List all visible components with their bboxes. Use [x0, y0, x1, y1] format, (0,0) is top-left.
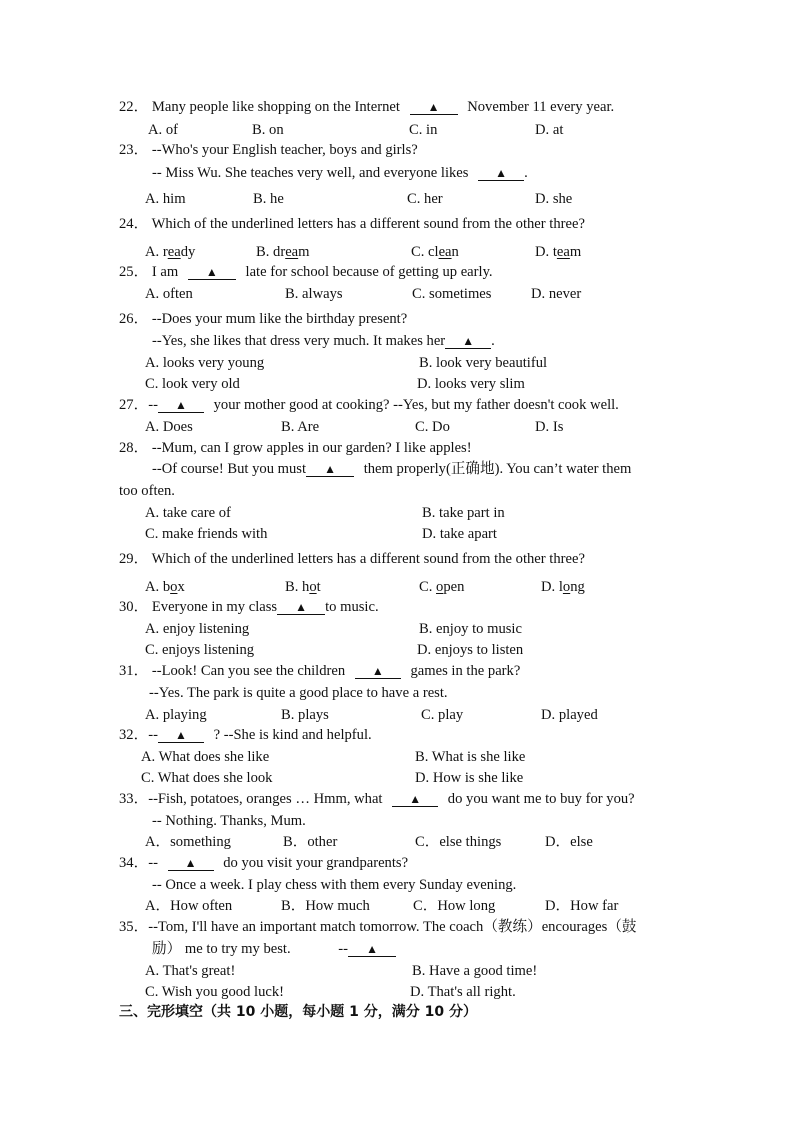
option-a[interactable]: A. enjoy listening — [145, 621, 250, 637]
option-d[interactable]: D. How is she like — [415, 770, 524, 786]
underlined-letters: o — [436, 579, 444, 595]
question-24 — [119, 217, 585, 232]
dialogue-dash: -- — [148, 727, 158, 743]
option-a[interactable]: A．something — [145, 834, 231, 850]
word-part: t — [552, 244, 557, 260]
option-c[interactable]: C. play — [421, 707, 464, 723]
question-text: --Yes, she likes that dress very much. It makes her — [152, 333, 446, 349]
word-part: x — [177, 579, 185, 595]
option-d[interactable]: D. she — [535, 191, 573, 207]
underlined-letters: o — [170, 579, 178, 595]
underlined-letters: ea — [167, 244, 181, 260]
question-23-line2 — [152, 166, 528, 181]
question-33 — [119, 792, 635, 807]
question-25 — [119, 265, 493, 280]
word-part: m — [569, 244, 582, 260]
option-letter: A. — [145, 244, 163, 260]
question-text: --Fish, potatoes, oranges … Hmm, what — [148, 791, 383, 807]
question-number: 31． — [119, 663, 149, 679]
question-30 — [119, 600, 379, 615]
question-text: November 11 every year. — [467, 99, 615, 115]
period: . — [491, 333, 495, 349]
answer-blank[interactable]: ▲ — [445, 335, 491, 349]
option-c[interactable]: C. enjoys listening — [145, 642, 255, 658]
question-31 — [119, 664, 520, 679]
dialogue-dash: -- — [148, 397, 158, 413]
question-text: do you want me to buy for you? — [447, 791, 635, 807]
option-b[interactable]: B. Are — [281, 419, 320, 435]
question-32 — [119, 728, 372, 743]
word-part: h — [302, 579, 310, 595]
dialogue-dash: -- — [148, 855, 158, 871]
answer-blank[interactable]: ▲ — [306, 463, 354, 477]
option-a[interactable]: A. looks very young — [145, 355, 265, 371]
option-a[interactable]: A. Does — [145, 419, 193, 435]
question-34 — [119, 856, 408, 871]
option-d[interactable]: D. enjoys to listen — [417, 642, 524, 658]
option-a[interactable]: A. What does she like — [141, 749, 270, 765]
option-b[interactable]: B. on — [252, 122, 284, 138]
question-26 — [119, 312, 407, 327]
question-number: 22． — [119, 99, 149, 115]
question-text: do you visit your grandparents? — [223, 855, 409, 871]
question-text: --Tom, I'll have an important match tomorrow. The coach（教练）encourages（鼓 — [148, 919, 637, 935]
section-title: 三、完形填空（共 10 小题，每小题 1 分，满分 10 分） — [119, 1004, 477, 1020]
underlined-letters: o — [562, 579, 571, 595]
option-c[interactable]: C. in — [409, 122, 438, 138]
word-part: ng — [570, 579, 585, 595]
question-number: 32． — [119, 727, 149, 743]
option-d[interactable]: D. looks very slim — [417, 376, 525, 392]
option-c[interactable]: C. Do — [415, 419, 450, 435]
question-number: 35． — [119, 919, 149, 935]
question-28-line3: too often. — [119, 483, 175, 499]
word-part: t — [316, 579, 321, 595]
dialogue-dash: -- — [338, 941, 349, 957]
question-text: --Mum, can I grow apples in our garden? I like apples! — [151, 440, 472, 456]
option-d[interactable]: D. played — [541, 707, 598, 723]
option-letter: B. — [256, 244, 274, 260]
option-a[interactable]: A．How often — [145, 898, 233, 914]
option-c[interactable] — [419, 580, 464, 595]
answer-blank[interactable]: ▲ — [158, 399, 204, 413]
word-part: n — [451, 244, 459, 260]
word-part: m — [298, 244, 310, 260]
period: . — [524, 165, 528, 181]
option-a[interactable]: A. That's great! — [145, 963, 236, 979]
option-b[interactable] — [285, 580, 321, 595]
answer-blank[interactable]: ▲ — [478, 167, 524, 181]
option-letter: C. — [411, 244, 429, 260]
option-d[interactable]: D. That's all right. — [410, 984, 516, 1000]
option-a[interactable] — [145, 245, 195, 260]
question-number: 26． — [119, 311, 149, 327]
answer-blank[interactable]: ▲ — [158, 729, 204, 743]
question-text: Everyone in my class — [151, 599, 278, 615]
option-b[interactable]: B．other — [283, 834, 338, 850]
question-26-line2 — [152, 334, 495, 349]
question-33-line2: -- Nothing. Thanks, Mum. — [152, 813, 306, 829]
option-d[interactable]: D．How far — [545, 898, 619, 914]
word-part: r — [162, 244, 168, 260]
question-number: 23． — [119, 142, 149, 158]
question-text: Many people like shopping on the Internet — [151, 99, 400, 115]
question-text: I am — [151, 264, 179, 280]
word-part: pen — [443, 579, 465, 595]
option-d[interactable]: D. never — [531, 286, 582, 302]
question-text: ? --She is kind and helpful. — [213, 727, 372, 743]
underlined-letters: ea — [285, 244, 299, 260]
word-part: l — [558, 579, 563, 595]
question-text: late for school because of getting up early. — [245, 264, 493, 280]
option-d[interactable]: D. take apart — [422, 526, 497, 542]
word-part: b — [162, 579, 171, 595]
option-b[interactable]: B. always — [285, 286, 343, 302]
question-28 — [119, 441, 472, 456]
question-35 — [119, 920, 637, 935]
option-b[interactable]: B. What is she like — [415, 749, 526, 765]
option-b[interactable]: B. enjoy to music — [419, 621, 522, 637]
option-b[interactable] — [256, 245, 310, 260]
option-c[interactable]: C. her — [407, 191, 443, 207]
question-number: 34． — [119, 855, 149, 871]
question-text: to music. — [325, 599, 379, 615]
question-text: Which of the underlined letters has a different sound from the other three? — [151, 216, 585, 232]
option-letter: D. — [541, 579, 559, 595]
question-number: 25． — [119, 264, 149, 280]
answer-blank[interactable]: ▲ — [188, 266, 236, 280]
option-b[interactable]: B. take part in — [422, 505, 505, 521]
option-a[interactable]: A. of — [148, 122, 178, 138]
option-a[interactable]: A. playing — [145, 707, 207, 723]
question-text: 励） me to try my best. — [152, 941, 291, 957]
option-d[interactable]: D．else — [545, 834, 593, 850]
option-c[interactable]: C. look very old — [145, 376, 240, 392]
answer-blank[interactable]: ▲ — [277, 601, 325, 615]
answer-blank[interactable]: ▲ — [168, 857, 214, 871]
question-27 — [119, 398, 619, 413]
question-31-line2: --Yes. The park is quite a good place to have a rest. — [149, 685, 448, 701]
option-d[interactable] — [535, 245, 581, 260]
question-28-line2 — [152, 462, 631, 477]
question-text: your mother good at cooking? --Yes, but my father doesn't cook well. — [213, 397, 619, 413]
question-text: --Does your mum like the birthday present? — [151, 311, 408, 327]
option-d[interactable]: D. at — [535, 122, 564, 138]
question-text: Which of the underlined letters has a different sound from the other three? — [151, 551, 585, 567]
answer-blank[interactable]: ▲ — [392, 793, 438, 807]
option-d[interactable]: D. Is — [535, 419, 564, 435]
word-part: dr — [273, 244, 286, 260]
underlined-letters: o — [309, 579, 317, 595]
answer-blank[interactable]: ▲ — [410, 101, 458, 115]
option-letter: B. — [285, 579, 303, 595]
option-c[interactable]: C．else things — [415, 834, 502, 850]
question-text: --Who's your English teacher, boys and girls? — [151, 142, 418, 158]
option-c[interactable]: C. make friends with — [145, 526, 268, 542]
question-number: 33． — [119, 791, 149, 807]
word-part: dy — [180, 244, 196, 260]
word-part: cl — [428, 244, 439, 260]
underlined-letters: ea — [438, 244, 452, 260]
option-d[interactable] — [541, 580, 585, 595]
option-a[interactable]: A. often — [145, 286, 193, 302]
option-b[interactable]: B. plays — [281, 707, 329, 723]
question-number: 28． — [119, 440, 149, 456]
question-text: them properly(正确地). You can’t water them — [363, 461, 632, 477]
option-a[interactable] — [145, 580, 185, 595]
question-text: --Of course! But you must — [152, 461, 307, 477]
option-b[interactable]: B. look very beautiful — [419, 355, 548, 371]
option-a[interactable]: A. take care of — [145, 505, 231, 521]
option-c[interactable]: C. Wish you good luck! — [145, 984, 284, 1000]
answer-blank[interactable]: ▲ — [348, 943, 396, 957]
question-number: 27． — [119, 397, 149, 413]
option-b[interactable]: B. Have a good time! — [412, 963, 538, 979]
question-text: games in the park? — [410, 663, 521, 679]
question-number: 30． — [119, 599, 149, 615]
question-number: 29． — [119, 551, 149, 567]
question-text: -- Miss Wu. She teaches very well, and everyone likes — [152, 165, 469, 181]
option-c[interactable]: C. What does she look — [141, 770, 273, 786]
option-c[interactable] — [411, 245, 459, 260]
option-letter: A. — [145, 579, 163, 595]
question-29 — [119, 552, 585, 567]
question-22 — [119, 100, 614, 115]
question-34-line2: -- Once a week. I play chess with them every Sunday evening. — [152, 877, 517, 893]
underlined-letters: ea — [556, 244, 570, 260]
question-35-line2 — [152, 942, 396, 957]
option-c[interactable]: C. sometimes — [412, 286, 492, 302]
option-b[interactable]: B. he — [253, 191, 284, 207]
question-text: --Look! Can you see the children — [151, 663, 346, 679]
question-23 — [119, 143, 418, 158]
option-b[interactable]: B．How much — [281, 898, 370, 914]
answer-blank[interactable]: ▲ — [355, 665, 401, 679]
option-a[interactable]: A. him — [145, 191, 186, 207]
option-c[interactable]: C．How long — [413, 898, 496, 914]
option-letter: D. — [535, 244, 553, 260]
option-letter: C. — [419, 579, 437, 595]
question-number: 24． — [119, 216, 149, 232]
